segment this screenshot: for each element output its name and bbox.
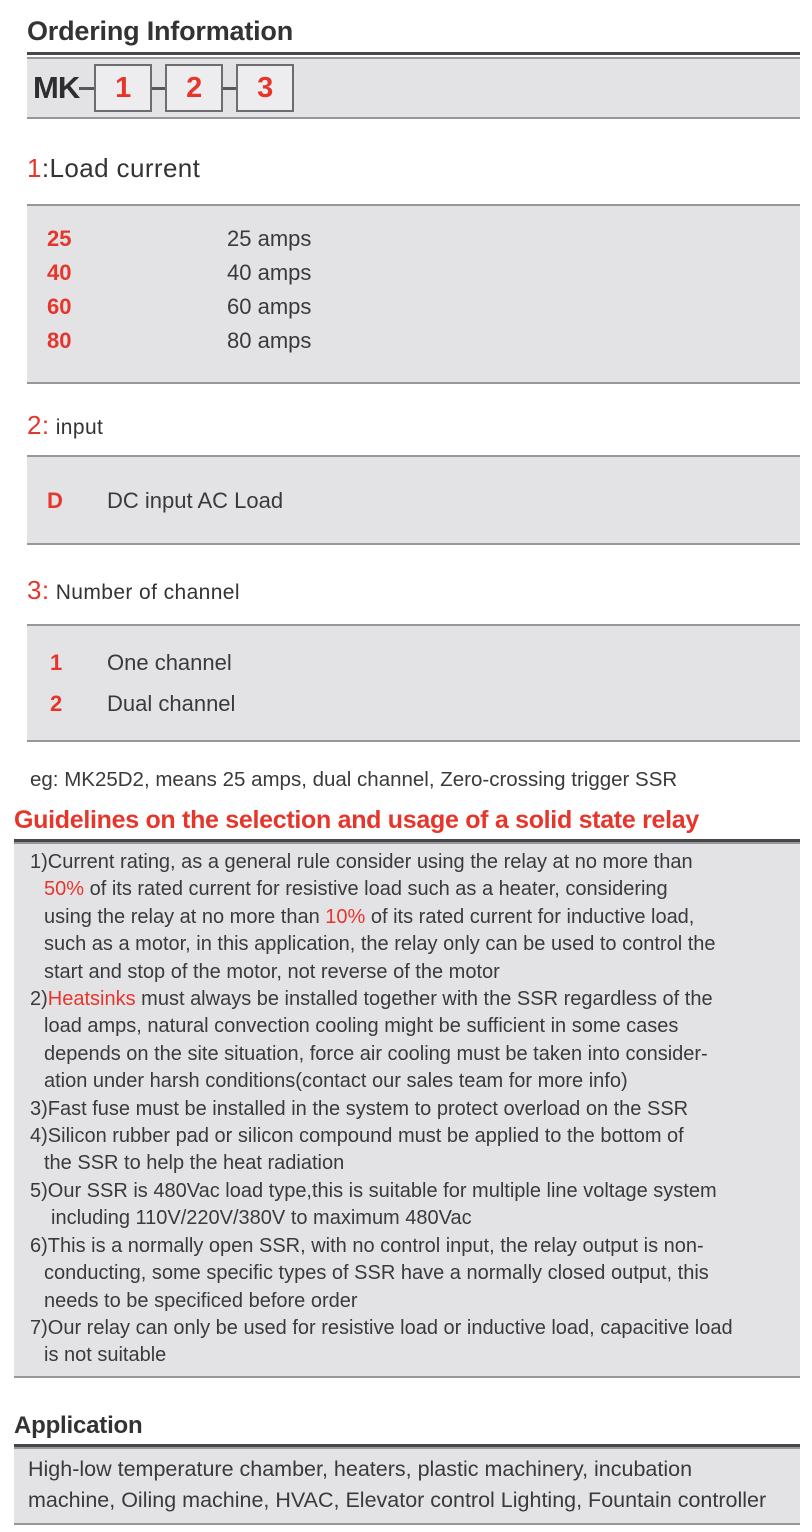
text-segment: using the relay at no more than (44, 905, 326, 928)
section-number: 1 (27, 153, 42, 183)
highlighted-text: 50% (44, 878, 85, 901)
guideline-line (30, 1096, 794, 1123)
guideline-line (30, 1013, 794, 1040)
table-row (47, 487, 800, 515)
load-current-heading (27, 153, 800, 184)
connector-line (152, 87, 165, 90)
guideline-line (30, 1041, 794, 1068)
guideline-line (30, 904, 794, 931)
application-section (14, 1412, 800, 1525)
guideline-line (30, 1288, 794, 1315)
section-title: Number of channel (49, 581, 240, 604)
option-code: 25 (47, 226, 72, 251)
text-segment: is not suitable (44, 1344, 167, 1367)
guideline-line (30, 1260, 794, 1287)
guideline-line (30, 849, 794, 876)
section-title: :Load current (41, 153, 201, 183)
table-row (50, 642, 800, 683)
text-segment: 6)This is a normally open SSR, with no control input, the relay output is non- (30, 1234, 704, 1257)
table-row (47, 324, 800, 358)
text-segment: 2) (30, 988, 48, 1011)
application-panel (14, 1447, 800, 1525)
option-label: DC input AC Load (107, 488, 284, 513)
connector-line (223, 87, 236, 90)
guideline-line (30, 1315, 794, 1342)
option-label: Dual channel (107, 691, 236, 716)
input-heading (27, 410, 800, 441)
option-label: 60 amps (227, 294, 312, 319)
text-segment: 1)Current rating, as a general rule consider using the relay at no more than (30, 851, 693, 873)
load-current-table (27, 204, 800, 384)
text-segment: the SSR to help the heat radiation (44, 1152, 345, 1175)
guidelines-title: Guidelines on the selection and usage of a solid state relay (14, 806, 800, 842)
text-segment: load amps, natural convection cooling might be sufficient in some cases (44, 1015, 679, 1038)
option-code: 2 (50, 691, 63, 716)
guideline-line (30, 931, 794, 958)
code-box-2-digit: 2 (186, 71, 203, 104)
highlighted-text: 10% (325, 905, 366, 928)
highlighted-text: Heatsinks (47, 988, 136, 1011)
option-code: 1 (50, 650, 63, 675)
guideline-line (30, 986, 794, 1013)
guideline-line (30, 1178, 794, 1205)
input-table (27, 455, 800, 545)
text-segment: 5)Our SSR is 480Vac load type,this is suitable for multiple line voltage system (30, 1179, 717, 1202)
option-label: 40 amps (227, 260, 312, 285)
guidelines-section (14, 806, 800, 1378)
option-label: 25 amps (227, 226, 312, 251)
text-segment: conducting, some specific types of SSR have a normally closed output, this (44, 1262, 709, 1285)
text-segment: 3)Fast fuse must be installed in the system to protect overload on the SSR (30, 1097, 689, 1120)
table-row (47, 256, 800, 290)
guideline-line (30, 1342, 794, 1369)
text-line: machine, Oiling machine, HVAC, Elevator control Lighting, Fountain controller (28, 1487, 767, 1512)
channel-section (27, 575, 800, 742)
guidelines-panel (14, 842, 800, 1378)
text-line: High-low temperature chamber, heaters, plastic machinery, incubation (28, 1456, 693, 1481)
table-row (50, 683, 800, 724)
connector-line (79, 87, 94, 90)
text-segment: start and stop of the motor, not reverse of the motor (44, 960, 500, 983)
model-prefix-label: MK (33, 70, 80, 105)
code-box-2 (165, 64, 223, 112)
guideline-line (30, 1233, 794, 1260)
section-title: input (49, 416, 104, 439)
guideline-line (30, 876, 794, 903)
table-row (47, 290, 800, 324)
section-number: 3: (27, 575, 50, 605)
guideline-line (30, 1068, 794, 1095)
application-title: Application (14, 1412, 800, 1447)
option-code: D (47, 488, 63, 513)
text-segment: needs to be specificed before order (44, 1289, 358, 1312)
channel-heading (27, 575, 800, 606)
text-segment: of its rated current for inductive load, (365, 905, 695, 928)
guideline-line (30, 1123, 794, 1150)
ordering-information-section (27, 16, 800, 119)
text-segment: 4)Silicon rubber pad or silicon compound must be applied to the bottom of (30, 1125, 684, 1148)
channel-table (27, 624, 800, 742)
text-segment: including 110V/220V/380V to maximum 480Vac (51, 1207, 472, 1230)
text-segment: 7)Our relay can only be used for resistive load or inductive load, capacitive load (30, 1316, 733, 1339)
guideline-line (30, 959, 794, 986)
guideline-line (30, 1150, 794, 1177)
guideline-line (30, 1205, 794, 1232)
option-label: 80 amps (227, 328, 312, 353)
code-box-1 (94, 64, 152, 112)
option-code: 60 (47, 294, 72, 319)
section-number: 2: (27, 410, 50, 440)
ordering-information-title: Ordering Information (27, 16, 800, 55)
option-label: One channel (107, 650, 232, 675)
model-code-diagram (27, 57, 800, 119)
text-segment: must always be installed together with the SSR regardless of the (135, 988, 713, 1011)
text-segment: of its rated current for resistive load such as a heater, considering (84, 878, 668, 901)
code-box-3-digit: 3 (257, 71, 274, 104)
example-note: eg: MK25D2, means 25 amps, dual channel, Zero-crossing trigger SSR (30, 768, 678, 791)
code-box-1-digit: 1 (115, 71, 132, 104)
option-code: 80 (47, 328, 72, 353)
table-row (47, 222, 800, 256)
text-segment: depends on the site situation, force air cooling must be taken into consider- (44, 1042, 708, 1065)
input-section (27, 410, 800, 545)
text-segment: such as a motor, in this application, the relay only can be used to control the (44, 933, 716, 956)
load-current-section (27, 153, 800, 384)
option-code: 40 (47, 260, 72, 285)
text-segment: ation under harsh conditions(contact our sales team for more info) (44, 1070, 628, 1093)
code-box-3 (236, 64, 294, 112)
